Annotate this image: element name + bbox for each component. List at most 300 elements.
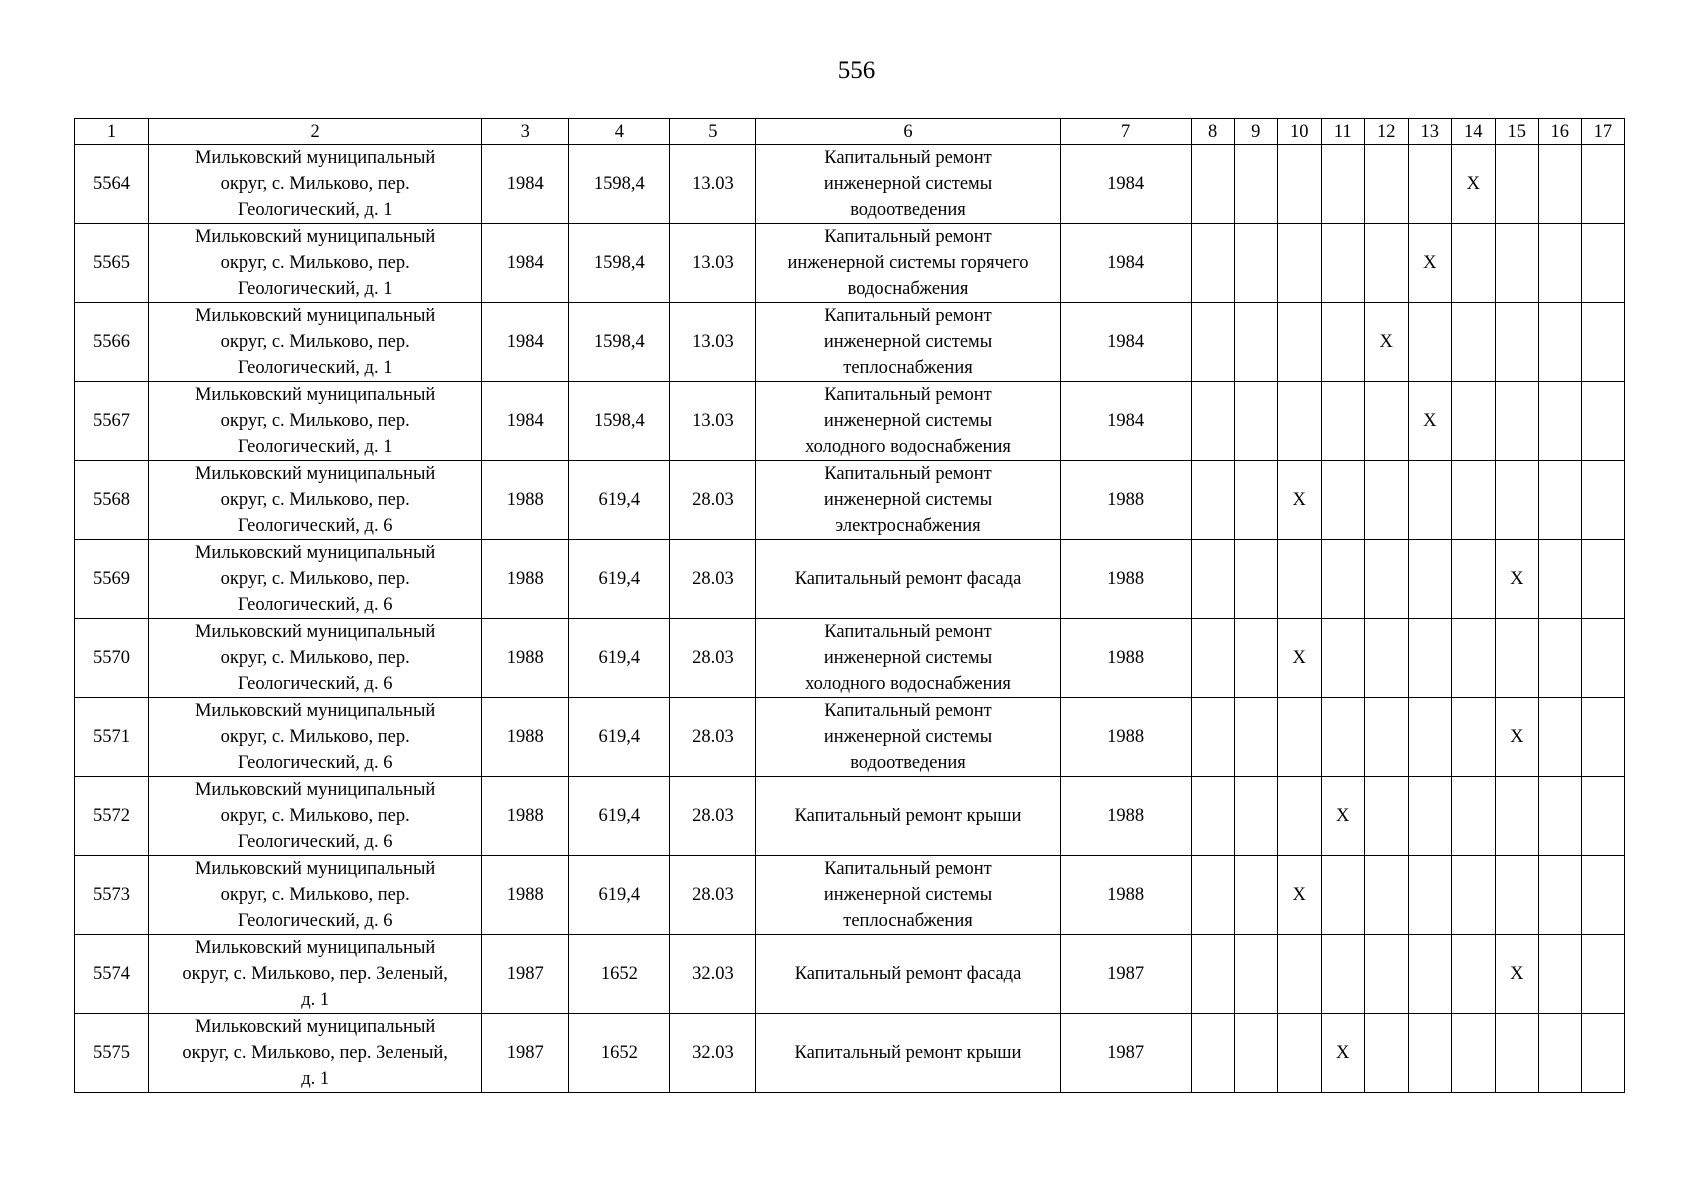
mark-cell	[1451, 382, 1495, 461]
work-type-cell-line: инженерной системы горячего	[787, 253, 1029, 273]
mark-cell	[1364, 1014, 1408, 1093]
build-year-cell: 1988	[482, 777, 569, 856]
address-cell-line: округ, с. Мильково, пер.	[220, 569, 410, 589]
mark-cell	[1191, 1014, 1234, 1093]
address-cell-line: д. 1	[301, 990, 330, 1010]
mark-cell	[1277, 777, 1321, 856]
work-type-cell-line: электроснабжения	[835, 516, 981, 536]
mark-cell: X	[1364, 303, 1408, 382]
address-cell-line: округ, с. Мильково, пер.	[220, 806, 410, 826]
plan-year-cell: 1984	[1060, 303, 1191, 382]
area-cell: 1598,4	[569, 382, 670, 461]
address-cell	[149, 145, 482, 224]
work-type-cell-line: Капитальный ремонт	[824, 464, 992, 484]
mark-cell	[1451, 619, 1495, 698]
row-id: 5574	[75, 935, 149, 1014]
build-year-cell: 1984	[482, 303, 569, 382]
mark-cell	[1321, 461, 1364, 540]
work-type-cell-line: Капитальный ремонт	[824, 859, 992, 879]
mark-cell	[1364, 224, 1408, 303]
work-type-cell-line: инженерной системы	[823, 727, 993, 747]
row-id: 5571	[75, 698, 149, 777]
mark-cell	[1364, 856, 1408, 935]
mark-cell	[1538, 619, 1581, 698]
column-number: 11	[1321, 119, 1364, 145]
work-type-cell-line: инженерной системы	[823, 490, 993, 510]
work-type-cell	[756, 540, 1060, 619]
work-type-cell-line: водоотведения	[850, 200, 966, 220]
work-type-cell-line: Капитальный ремонт крыши	[794, 1043, 1022, 1063]
plan-year-cell: 1988	[1060, 777, 1191, 856]
mark-cell	[1451, 698, 1495, 777]
build-year-cell: 1988	[482, 461, 569, 540]
mark-cell	[1408, 1014, 1451, 1093]
mark-cell	[1581, 935, 1624, 1014]
table-row	[75, 777, 1625, 856]
mark-cell	[1321, 698, 1364, 777]
work-type-cell-line: теплоснабжения	[843, 911, 973, 931]
table-body	[75, 119, 1625, 1093]
mark-cell	[1538, 303, 1581, 382]
address-cell-line: Мильковский муниципальный	[194, 385, 436, 405]
build-year-cell: 1988	[482, 540, 569, 619]
mark-cell	[1364, 619, 1408, 698]
column-number: 14	[1451, 119, 1495, 145]
address-cell-line: Мильковский муниципальный	[194, 227, 436, 247]
mark-cell: X	[1321, 1014, 1364, 1093]
build-year-cell: 1988	[482, 619, 569, 698]
column-number: 4	[569, 119, 670, 145]
address-cell	[149, 303, 482, 382]
plan-year-cell: 1987	[1060, 1014, 1191, 1093]
address-cell-line: Мильковский муниципальный	[194, 938, 436, 958]
mark-cell	[1581, 619, 1624, 698]
address-cell-line: Мильковский муниципальный	[194, 543, 436, 563]
mark-cell	[1234, 1014, 1277, 1093]
build-year-cell: 1987	[482, 1014, 569, 1093]
plan-year-cell: 1988	[1060, 461, 1191, 540]
mark-cell	[1495, 619, 1538, 698]
code-cell: 28.03	[670, 540, 756, 619]
code-cell: 28.03	[670, 619, 756, 698]
build-year-cell: 1987	[482, 935, 569, 1014]
work-type-cell	[756, 1014, 1060, 1093]
mark-cell	[1234, 303, 1277, 382]
column-number: 6	[756, 119, 1060, 145]
column-number: 15	[1495, 119, 1538, 145]
mark-cell	[1538, 698, 1581, 777]
address-cell	[149, 461, 482, 540]
mark-cell	[1538, 382, 1581, 461]
mark-cell	[1321, 224, 1364, 303]
row-id: 5568	[75, 461, 149, 540]
address-cell-line: Мильковский муниципальный	[194, 701, 436, 721]
address-cell-line: Мильковский муниципальный	[194, 859, 436, 879]
address-cell-line: Геологический, д. 6	[237, 595, 393, 615]
work-type-cell-line: теплоснабжения	[843, 358, 973, 378]
address-cell-line: Геологический, д. 1	[237, 279, 393, 299]
column-number-row	[75, 119, 1625, 145]
work-type-cell-line: Капитальный ремонт крыши	[794, 806, 1022, 826]
work-type-cell	[756, 145, 1060, 224]
code-cell: 28.03	[670, 777, 756, 856]
mark-cell	[1234, 461, 1277, 540]
mark-cell	[1234, 856, 1277, 935]
address-cell-line: Мильковский муниципальный	[194, 622, 436, 642]
mark-cell	[1495, 382, 1538, 461]
mark-cell	[1408, 935, 1451, 1014]
mark-cell	[1495, 1014, 1538, 1093]
address-cell	[149, 382, 482, 461]
address-cell-line: Геологический, д. 1	[237, 358, 393, 378]
address-cell	[149, 224, 482, 303]
work-type-cell	[756, 382, 1060, 461]
column-number: 5	[670, 119, 756, 145]
mark-cell	[1364, 145, 1408, 224]
plan-year-cell: 1984	[1060, 145, 1191, 224]
mark-cell	[1538, 935, 1581, 1014]
work-type-cell	[756, 777, 1060, 856]
work-type-cell-line: инженерной системы	[823, 174, 993, 194]
address-cell-line: округ, с. Мильково, пер.	[220, 174, 410, 194]
repair-plan-table	[74, 118, 1625, 1093]
work-type-cell-line: инженерной системы	[823, 648, 993, 668]
mark-cell	[1451, 461, 1495, 540]
mark-cell	[1191, 698, 1234, 777]
row-id: 5575	[75, 1014, 149, 1093]
plan-year-cell: 1984	[1060, 224, 1191, 303]
mark-cell	[1581, 224, 1624, 303]
mark-cell	[1451, 540, 1495, 619]
mark-cell	[1538, 777, 1581, 856]
column-number: 7	[1060, 119, 1191, 145]
address-cell-line: Геологический, д. 6	[237, 516, 393, 536]
address-cell-line: Геологический, д. 6	[237, 911, 393, 931]
work-type-cell	[756, 619, 1060, 698]
address-cell-line: Геологический, д. 1	[237, 437, 393, 457]
code-cell: 13.03	[670, 303, 756, 382]
work-type-cell-line: Капитальный ремонт	[824, 385, 992, 405]
mark-cell	[1234, 619, 1277, 698]
table-row	[75, 698, 1625, 777]
mark-cell	[1408, 619, 1451, 698]
mark-cell	[1234, 935, 1277, 1014]
mark-cell	[1408, 145, 1451, 224]
address-cell	[149, 856, 482, 935]
mark-cell	[1408, 540, 1451, 619]
mark-cell	[1277, 224, 1321, 303]
mark-cell	[1451, 1014, 1495, 1093]
area-cell: 619,4	[569, 698, 670, 777]
row-id: 5572	[75, 777, 149, 856]
area-cell: 1652	[569, 1014, 670, 1093]
mark-cell	[1408, 303, 1451, 382]
column-number: 10	[1277, 119, 1321, 145]
mark-cell	[1408, 777, 1451, 856]
plan-year-cell: 1988	[1060, 619, 1191, 698]
address-cell-line: округ, с. Мильково, пер.	[220, 727, 410, 747]
mark-cell	[1581, 540, 1624, 619]
mark-cell	[1191, 145, 1234, 224]
address-cell-line: Геологический, д. 6	[237, 832, 393, 852]
mark-cell	[1191, 856, 1234, 935]
row-id: 5564	[75, 145, 149, 224]
column-number: 3	[482, 119, 569, 145]
mark-cell	[1495, 777, 1538, 856]
address-cell-line: округ, с. Мильково, пер. Зеленый,	[182, 1043, 448, 1063]
address-cell-line: Мильковский муниципальный	[194, 464, 436, 484]
address-cell-line: округ, с. Мильково, пер.	[220, 648, 410, 668]
address-cell-line: округ, с. Мильково, пер.	[220, 253, 410, 273]
row-id: 5573	[75, 856, 149, 935]
mark-cell	[1538, 461, 1581, 540]
mark-cell	[1191, 224, 1234, 303]
mark-cell	[1451, 856, 1495, 935]
mark-cell	[1191, 935, 1234, 1014]
address-cell	[149, 698, 482, 777]
work-type-cell	[756, 935, 1060, 1014]
mark-cell: X	[1495, 935, 1538, 1014]
column-number: 17	[1581, 119, 1624, 145]
table-row	[75, 145, 1625, 224]
area-cell: 1598,4	[569, 303, 670, 382]
mark-cell	[1581, 461, 1624, 540]
mark-cell: X	[1321, 777, 1364, 856]
mark-cell	[1277, 1014, 1321, 1093]
address-cell-line: Мильковский муниципальный	[194, 780, 436, 800]
code-cell: 28.03	[670, 698, 756, 777]
plan-year-cell: 1988	[1060, 698, 1191, 777]
address-cell-line: д. 1	[301, 1069, 330, 1089]
mark-cell	[1408, 698, 1451, 777]
area-cell: 619,4	[569, 619, 670, 698]
address-cell-line: Геологический, д. 6	[237, 674, 393, 694]
row-id: 5567	[75, 382, 149, 461]
address-cell-line: округ, с. Мильково, пер.	[220, 411, 410, 431]
work-type-cell-line: инженерной системы	[823, 411, 993, 431]
mark-cell	[1451, 935, 1495, 1014]
mark-cell	[1364, 935, 1408, 1014]
build-year-cell: 1988	[482, 698, 569, 777]
area-cell: 619,4	[569, 540, 670, 619]
mark-cell	[1581, 1014, 1624, 1093]
mark-cell	[1321, 382, 1364, 461]
mark-cell: X	[1408, 382, 1451, 461]
mark-cell	[1495, 856, 1538, 935]
table-row	[75, 540, 1625, 619]
column-number: 12	[1364, 119, 1408, 145]
area-cell: 1598,4	[569, 224, 670, 303]
row-id: 5565	[75, 224, 149, 303]
table-row	[75, 619, 1625, 698]
work-type-cell-line: водоснабжения	[847, 279, 969, 299]
area-cell: 619,4	[569, 856, 670, 935]
mark-cell	[1234, 382, 1277, 461]
work-type-cell	[756, 698, 1060, 777]
mark-cell	[1451, 777, 1495, 856]
work-type-cell-line: Капитальный ремонт	[824, 622, 992, 642]
mark-cell: X	[1451, 145, 1495, 224]
mark-cell	[1277, 540, 1321, 619]
work-type-cell-line: водоотведения	[850, 753, 966, 773]
work-type-cell-line: Капитальный ремонт	[824, 701, 992, 721]
mark-cell	[1581, 856, 1624, 935]
table-row	[75, 1014, 1625, 1093]
code-cell: 32.03	[670, 935, 756, 1014]
mark-cell	[1364, 698, 1408, 777]
work-type-cell-line: инженерной системы	[823, 885, 993, 905]
table-row	[75, 856, 1625, 935]
mark-cell	[1364, 540, 1408, 619]
mark-cell	[1321, 303, 1364, 382]
mark-cell	[1191, 777, 1234, 856]
work-type-cell-line: Капитальный ремонт	[824, 306, 992, 326]
mark-cell	[1277, 935, 1321, 1014]
mark-cell	[1277, 382, 1321, 461]
mark-cell	[1408, 856, 1451, 935]
address-cell	[149, 935, 482, 1014]
mark-cell	[1451, 224, 1495, 303]
column-number: 9	[1234, 119, 1277, 145]
mark-cell	[1538, 856, 1581, 935]
mark-cell	[1321, 935, 1364, 1014]
mark-cell	[1581, 303, 1624, 382]
code-cell: 13.03	[670, 145, 756, 224]
mark-cell: X	[1408, 224, 1451, 303]
mark-cell	[1495, 461, 1538, 540]
column-number: 2	[149, 119, 482, 145]
mark-cell	[1538, 540, 1581, 619]
column-number: 8	[1191, 119, 1234, 145]
page-number: 556	[837, 57, 876, 84]
mark-cell	[1321, 856, 1364, 935]
area-cell: 1598,4	[569, 145, 670, 224]
build-year-cell: 1984	[482, 145, 569, 224]
mark-cell	[1234, 145, 1277, 224]
mark-cell	[1191, 540, 1234, 619]
work-type-cell	[756, 461, 1060, 540]
column-number: 16	[1538, 119, 1581, 145]
mark-cell	[1234, 224, 1277, 303]
row-id: 5566	[75, 303, 149, 382]
address-cell-line: Мильковский муниципальный	[194, 306, 436, 326]
table-row	[75, 303, 1625, 382]
mark-cell: X	[1277, 856, 1321, 935]
plan-year-cell: 1988	[1060, 856, 1191, 935]
mark-cell	[1581, 382, 1624, 461]
mark-cell	[1581, 698, 1624, 777]
mark-cell: X	[1277, 619, 1321, 698]
mark-cell	[1451, 303, 1495, 382]
mark-cell	[1408, 461, 1451, 540]
code-cell: 28.03	[670, 856, 756, 935]
column-number: 1	[75, 119, 149, 145]
plan-year-cell: 1988	[1060, 540, 1191, 619]
mark-cell	[1234, 540, 1277, 619]
column-number: 13	[1408, 119, 1451, 145]
address-cell-line: округ, с. Мильково, пер. Зеленый,	[182, 964, 448, 984]
work-type-cell-line: холодного водоснабжения	[805, 674, 1011, 694]
mark-cell	[1495, 303, 1538, 382]
mark-cell	[1538, 145, 1581, 224]
work-type-cell-line: Капитальный ремонт фасада	[794, 569, 1022, 589]
build-year-cell: 1988	[482, 856, 569, 935]
table-row	[75, 382, 1625, 461]
mark-cell	[1234, 777, 1277, 856]
table-row	[75, 224, 1625, 303]
address-cell	[149, 1014, 482, 1093]
area-cell: 619,4	[569, 461, 670, 540]
plan-year-cell: 1987	[1060, 935, 1191, 1014]
address-cell-line: округ, с. Мильково, пер.	[220, 885, 410, 905]
work-type-cell	[756, 303, 1060, 382]
table-row	[75, 461, 1625, 540]
build-year-cell: 1984	[482, 382, 569, 461]
work-type-cell-line: Капитальный ремонт	[824, 227, 992, 247]
mark-cell	[1495, 224, 1538, 303]
code-cell: 13.03	[670, 224, 756, 303]
table-row	[75, 935, 1625, 1014]
mark-cell	[1191, 461, 1234, 540]
mark-cell	[1538, 224, 1581, 303]
mark-cell	[1364, 461, 1408, 540]
row-id: 5570	[75, 619, 149, 698]
address-cell-line: округ, с. Мильково, пер.	[220, 490, 410, 510]
area-cell: 1652	[569, 935, 670, 1014]
mark-cell	[1234, 698, 1277, 777]
mark-cell	[1321, 540, 1364, 619]
code-cell: 13.03	[670, 382, 756, 461]
mark-cell	[1364, 382, 1408, 461]
mark-cell: X	[1495, 540, 1538, 619]
code-cell: 28.03	[670, 461, 756, 540]
plan-year-cell: 1984	[1060, 382, 1191, 461]
mark-cell	[1495, 145, 1538, 224]
mark-cell	[1581, 145, 1624, 224]
address-cell-line: Геологический, д. 1	[237, 200, 393, 220]
build-year-cell: 1984	[482, 224, 569, 303]
work-type-cell	[756, 224, 1060, 303]
work-type-cell-line: инженерной системы	[823, 332, 993, 352]
mark-cell	[1581, 777, 1624, 856]
mark-cell	[1191, 382, 1234, 461]
mark-cell	[1321, 145, 1364, 224]
mark-cell	[1364, 777, 1408, 856]
mark-cell: X	[1495, 698, 1538, 777]
address-cell-line: Мильковский муниципальный	[194, 148, 436, 168]
mark-cell	[1277, 698, 1321, 777]
mark-cell	[1277, 303, 1321, 382]
address-cell	[149, 777, 482, 856]
area-cell: 619,4	[569, 777, 670, 856]
mark-cell	[1321, 619, 1364, 698]
row-id: 5569	[75, 540, 149, 619]
mark-cell	[1191, 303, 1234, 382]
address-cell	[149, 540, 482, 619]
work-type-cell-line: Капитальный ремонт фасада	[794, 964, 1022, 984]
address-cell-line: округ, с. Мильково, пер.	[220, 332, 410, 352]
mark-cell	[1538, 1014, 1581, 1093]
address-cell-line: Мильковский муниципальный	[194, 1017, 436, 1037]
code-cell: 32.03	[670, 1014, 756, 1093]
work-type-cell	[756, 856, 1060, 935]
mark-cell: X	[1277, 461, 1321, 540]
mark-cell	[1191, 619, 1234, 698]
mark-cell	[1277, 145, 1321, 224]
address-cell-line: Геологический, д. 6	[237, 753, 393, 773]
work-type-cell-line: Капитальный ремонт	[824, 148, 992, 168]
address-cell	[149, 619, 482, 698]
